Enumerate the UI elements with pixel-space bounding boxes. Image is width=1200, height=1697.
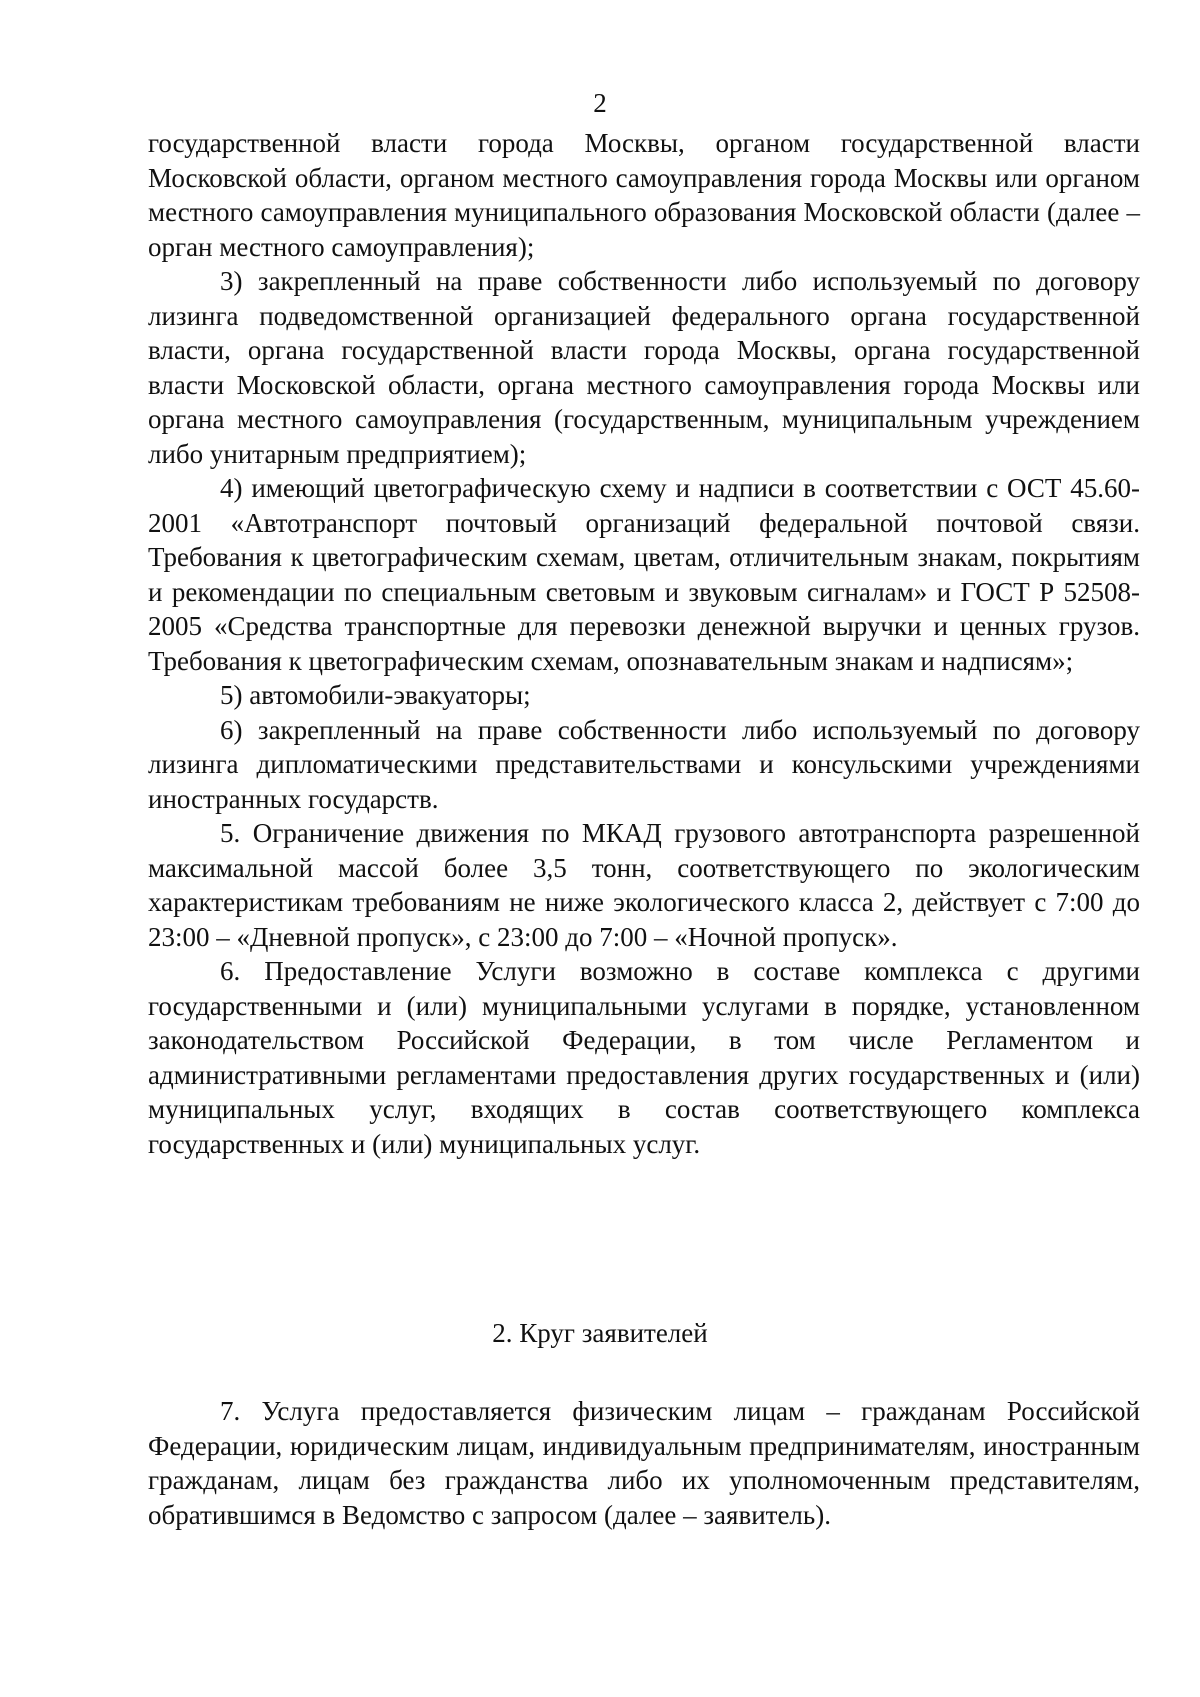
paragraph-item-6: 6) закрепленный на праве собственности либо используемый по договору лизинга дипломатическими представительствами и консульскими учреждениями иностранных государств. bbox=[148, 714, 1140, 814]
paragraph-item-3: 3) закрепленный на праве собственности либо используемый по договору лизинга подведомственной организацией федерального органа государственной власти, органа государственной власти города Москвы, органа государственной власти Московской области, органа местного самоуправления города Москвы или органа местного самоуправления (государственным, муниципальным учреждением либо унитарным предприятием); bbox=[148, 266, 1140, 469]
paragraph-clause-6: 6. Предоставление Услуги возможно в составе комплекса с другими государственными и (или) муниципальными услугами в порядке, установленном законодательством Российской Федерации, в том числе Регламентом и административными регламентами предоставления других государственных и (или) муниципальных услуг, входящих в состав соответствующего комплекса государственных и (или) муниципальных услуг. bbox=[148, 956, 1140, 1159]
section-body bbox=[148, 1394, 1140, 1532]
paragraph-item-5: 5) автомобили-эвакуаторы; bbox=[220, 680, 531, 710]
paragraph-item-4: 4) имеющий цветографическую схему и надписи в соответствии с ОСТ 45.60-2001 «Автотранспорт почтовый организаций федеральной почтовой связи. Требования к цветографическим схемам, цветам, отличительным знакам, покрытиям и рекомендации по специальным световым и звуковым сигналам» и ГОСТ Р 52508-2005 «Средства транспортные для перевозки денежной выручки и ценных грузов. Требования к цветографическим схемам, опознавательным знакам и надписям»; bbox=[148, 473, 1140, 676]
document-body bbox=[148, 126, 1140, 1161]
paragraph-continuation: государственной власти города Москвы, органом государственной власти Московской области, органом местного самоуправления города Москвы или органом местного самоуправления муниципального образования Московской области (далее – орган местного самоуправления); bbox=[148, 128, 1140, 262]
paragraph-clause-7: 7. Услуга предоставляется физическим лицам – гражданам Российской Федерации, юридическим лицам, индивидуальным предпринимателям, иностранным гражданам, лицам без гражданства либо их уполномоченным представителям, обратившимся в Ведомство с запросом (далее – заявитель). bbox=[148, 1396, 1140, 1530]
paragraph-clause-5: 5. Ограничение движения по МКАД грузового автотранспорта разрешенной максимальной массой более 3,5 тонн, соответствующего по экологическим характеристикам требованиям не ниже экологического класса 2, действует с 7:00 до 23:00 – «Дневной пропуск», с 23:00 до 7:00 – «Ночной пропуск». bbox=[148, 818, 1140, 952]
page-number: 2 bbox=[593, 88, 607, 118]
section-heading: 2. Круг заявителей bbox=[492, 1318, 708, 1348]
